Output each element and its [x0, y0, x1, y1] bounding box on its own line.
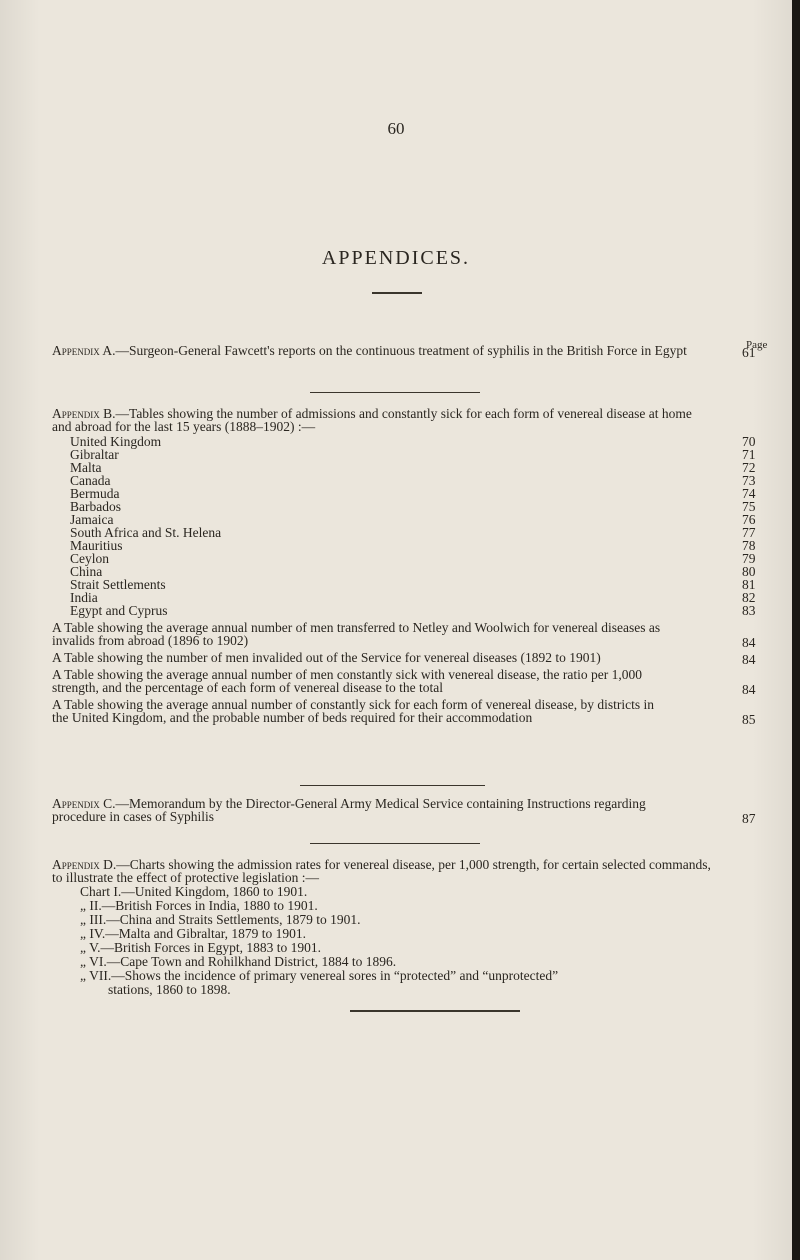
appendix-a	[52, 343, 756, 360]
list-item: Bermuda 74	[70, 486, 756, 501]
divider-a	[310, 392, 480, 393]
list-item: „ V.—British Forces in Egypt, 1883 to 1901.	[80, 940, 322, 955]
list-item: A Table showing the average annual number of men transferred to Netley and Woolwich for venereal diseases as invalids from abroad (1896 to 1902) 84	[52, 620, 756, 650]
list-item: Malta 72	[70, 460, 756, 475]
list-item: India 82	[70, 590, 756, 605]
appendix-d-text: —Charts showing the admission rates for venereal disease, per 1,000 strength, for certain selected commands, to illustrate the effect of protective legislation :—	[52, 857, 711, 885]
appendix-c	[52, 796, 756, 826]
list-item: A Table showing the average annual number of constantly sick for each form of venereal disease, by districts in the United Kingdom, and the probable number of beds required for their accommodation 85	[52, 697, 756, 727]
divider-b	[300, 785, 485, 786]
appendix-b	[52, 406, 756, 727]
list-item: Mauritius 78	[70, 538, 756, 553]
list-item: Chart I.—United Kingdom, 1860 to 1901.	[80, 884, 308, 899]
list-item: South Africa and St. Helena 77	[70, 525, 756, 540]
appendix-a-lead: Appendix A.	[52, 343, 116, 358]
list-item: „ VII.—Shows the incidence of primary venereal sores in “protected” and “unprotected”	[80, 968, 559, 983]
list-item: Barbados 75	[70, 499, 756, 514]
appendix-d	[52, 858, 742, 997]
list-item: „ III.—China and Straits Settlements, 1879 to 1901.	[80, 912, 361, 927]
list-item: Canada 73	[70, 473, 756, 488]
list-item: A Table showing the average annual number of men constantly sick with venereal disease, the ratio per 1,000 strength, and the percentage of each form of venereal disease to the total 84	[52, 667, 756, 697]
list-item: „ II.—British Forces in India, 1880 to 1901.	[80, 898, 318, 913]
appendix-c-page: 87	[742, 811, 756, 826]
appendix-c-lead: Appendix C.	[52, 796, 116, 811]
appendix-b-text: —Tables showing the number of admissions and constantly sick for each form of venereal disease at home and abroad for the last 15 years (1888–1902) :—	[52, 406, 692, 434]
appendix-a-text: —Surgeon-General Fawcett's reports on the continuous treatment of syphilis in the British Force in Egypt	[115, 343, 687, 358]
list-item: „ IV.—Malta and Gibraltar, 1879 to 1901.	[80, 926, 307, 941]
page-number: 60	[387, 119, 405, 138]
appendix-c-text: —Memorandum by the Director-General Army Medical Service containing Instructions regarding procedure in cases of Syphilis	[52, 796, 646, 824]
list-item: Strait Settlements 81	[70, 577, 756, 592]
list-item: Egypt and Cyprus 83	[70, 603, 756, 618]
list-item: China 80	[70, 564, 756, 579]
title-rule	[372, 292, 422, 294]
end-rule	[350, 1010, 520, 1012]
appendix-d-lead: Appendix D.	[52, 857, 117, 872]
page-column-header: Page	[746, 339, 768, 351]
list-item: stations, 1860 to 1898.	[108, 982, 231, 997]
list-item: Jamaica 76	[70, 512, 756, 527]
appendix-b-lead: Appendix B.	[52, 406, 116, 421]
list-item: Gibraltar 71	[70, 447, 756, 462]
station-list	[52, 434, 756, 618]
list-item: A Table showing the number of men invalided out of the Service for venereal diseases (1892 to 1901) 84	[52, 650, 756, 667]
list-item: Ceylon 79	[70, 551, 756, 566]
page-title: APPENDICES.	[321, 247, 471, 269]
divider-c	[310, 843, 480, 844]
list-item: United Kingdom 70	[70, 434, 756, 449]
appendix-a-page: 61	[742, 345, 756, 360]
list-item: „ VI.—Cape Town and Rohilkhand District, 1884 to 1896.	[80, 954, 397, 969]
